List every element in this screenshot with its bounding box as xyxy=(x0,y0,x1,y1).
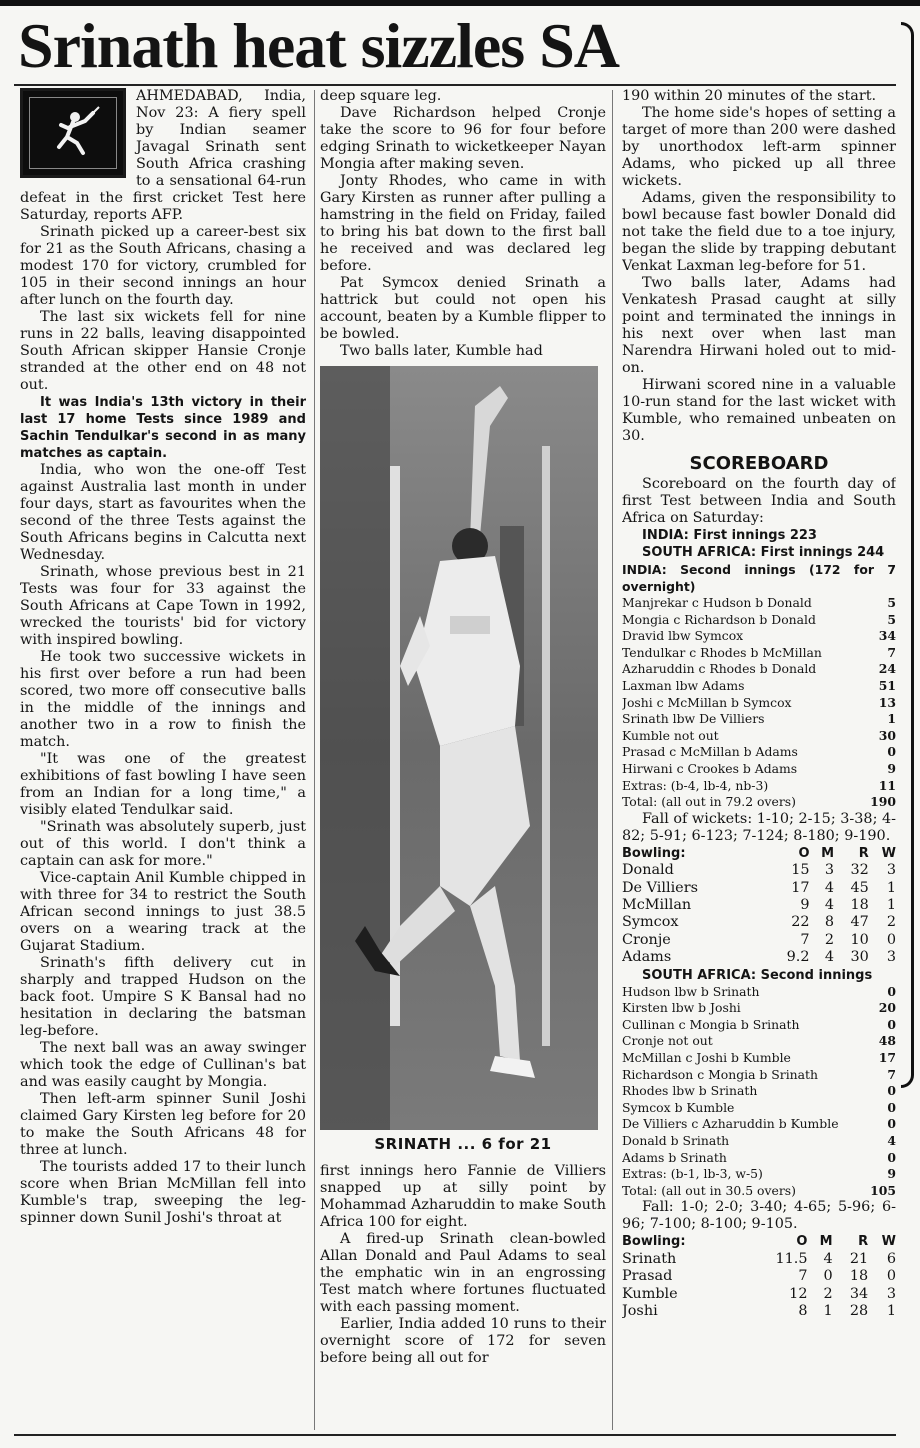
paragraph: Srinath picked up a career-best six for 21 as the South Africans, chasing a modest 170 for victory, crumbled for 105 in their second innings an hour after lunch on the fourth day. xyxy=(20,224,306,308)
table-row: Kumble 12 2 34 3 xyxy=(622,1285,896,1302)
table-header-row: Bowling: O M R W xyxy=(622,845,896,861)
table-row: Tendulkar c Rhodes b McMillan 7 xyxy=(622,644,896,660)
paragraph: The last six wickets fell for nine runs in 22 balls, leaving disappointed South African skipper Hansie Cronje stranded at the other end on 48 not out. xyxy=(20,309,306,393)
paragraph: A fired-up Srinath clean-bowled Allan Donald and Paul Adams to seal the emphatic win in an engrossing Test match where fortunes fluctuated with each passing moment. xyxy=(320,1231,606,1315)
paragraph: "It was one of the greatest exhibitions of fast bowling I have seen from an Indian for a long time," a visibly elated Tendulkar said. xyxy=(20,751,306,818)
bowler-photo-illustration xyxy=(320,366,598,1130)
paragraph: deep square leg. xyxy=(320,88,442,104)
table-row: De Villiers c Azharuddin b Kumble 0 xyxy=(622,1116,896,1132)
table-row: Cronje 7 2 10 0 xyxy=(622,931,896,948)
table-row: Adams b Srinath 0 xyxy=(622,1149,896,1165)
paragraph: India, who won the one-off Test against Australia last month in under four days, start as favourites when the second of the three Tests against the South Africans begins in Calcutta next Wednesday. xyxy=(20,462,306,563)
table-row: Joshi 8 1 28 1 xyxy=(622,1302,896,1319)
table-row: Kumble not out 30 xyxy=(622,727,896,743)
table-row: Extras: (b-1, lb-3, w-5) 9 xyxy=(622,1166,896,1182)
paragraph: The tourists added 17 to their lunch score when Brian McMillan fell into Kumble's trap, sweeping the leg-spinner down Sunil Joshi's throat at xyxy=(20,1159,306,1226)
table-row: Hirwani c Crookes b Adams 9 xyxy=(622,760,896,776)
table-row: Total: (all out in 79.2 overs) 190 xyxy=(622,794,896,810)
paragraph: "Srinath was absolutely superb, just out of this world. I don't think a captain can ask for more." xyxy=(20,819,306,869)
column-2 xyxy=(320,88,606,1428)
india-bowling-table xyxy=(622,1233,896,1320)
paragraph: Then left-arm spinner Sunil Joshi claimed Gary Kirsten leg before for 20 to make the South Africans 48 for three at lunch. xyxy=(20,1091,306,1158)
table-row: Kirsten lbw b Joshi 20 xyxy=(622,1000,896,1016)
table-row: Richardson c Mongia b Srinath 7 xyxy=(622,1066,896,1082)
table-row: Manjrekar c Hudson b Donald 5 xyxy=(622,595,896,610)
paragraph: Two balls later, Kumble had xyxy=(340,343,543,359)
paragraph: The home side's hopes of setting a target of more than 200 were dashed by unorthodox left-arm spinner Adams, who picked up all three wickets. xyxy=(622,105,896,189)
table-row: Cronje not out 48 xyxy=(622,1033,896,1049)
scoreboard-intro: Scoreboard on the fourth day of first Test between India and South Africa on Saturday: xyxy=(622,476,896,526)
bottom-rule xyxy=(14,1434,896,1436)
table-row: Total: (all out in 30.5 overs) 105 xyxy=(622,1182,896,1198)
paragraph: The next ball was an away swinger which took the edge of Cullinan's bat and was easily caught by Mongia. xyxy=(20,1040,306,1090)
table-row: Cullinan c Mongia b Srinath 0 xyxy=(622,1016,896,1032)
table-row: McMillan c Joshi b Kumble 17 xyxy=(622,1049,896,1065)
table-row: Joshi c McMillan b Symcox 13 xyxy=(622,694,896,710)
photo-caption: SRINATH ... 6 for 21 xyxy=(374,1135,552,1153)
cricket-logo xyxy=(20,88,126,178)
paragraph: Srinath, whose previous best in 21 Tests was four for 33 against the South Africans at Cape Town in 1992, wrecked the tourists' bid for victory with inspired bowling. xyxy=(20,564,306,648)
paragraph: Dave Richardson helped Cronje take the score to 96 for four before edging Srinath to wicketkeeper Nayan Mongia after making seven. xyxy=(320,105,606,172)
paragraph: Hirwani scored nine in a valuable 10-run stand for the last wicket with Kumble, who remained unbeaten on 30. xyxy=(622,377,896,444)
table-row: Symcox b Kumble 0 xyxy=(622,1099,896,1115)
headline: Srinath heat sizzles SA xyxy=(18,10,619,81)
india-first-innings: INDIA: First innings 223 xyxy=(642,528,817,543)
column-rule-1 xyxy=(314,90,315,1430)
paragraph: Jonty Rhodes, who came in with Gary Kirsten as runner after pulling a hamstring in the field on Friday, failed to bring his bat down to the first ball he received and was declared leg before. xyxy=(320,173,606,274)
column-rule-2 xyxy=(612,90,613,1430)
paragraph: 190 within 20 minutes of the start. xyxy=(622,88,877,104)
table-row: Azharuddin c Rhodes b Donald 24 xyxy=(622,661,896,677)
table-row: Laxman lbw Adams 51 xyxy=(622,677,896,693)
highlight-paragraph: It was India's 13th victory in their last 17 home Tests since 1989 and Sachin Tendulkar's second in as many matches as captain. xyxy=(20,395,306,461)
table-row: Dravid lbw Symcox 34 xyxy=(622,628,896,644)
india-batting-table xyxy=(622,595,896,811)
adjacent-article-bracket xyxy=(901,22,914,1088)
dateline: AHMEDABAD, xyxy=(136,88,243,104)
table-row: De Villiers 17 4 45 1 xyxy=(622,879,896,896)
table-row: Prasad c McMillan b Adams 0 xyxy=(622,744,896,760)
sa-first-innings: SOUTH AFRICA: First innings 244 xyxy=(642,545,885,560)
india-fall-of-wickets: Fall of wickets: 1-10; 2-15; 3-38; 4-82; 5-91; 6-123; 7-124; 8-180; 9-190. xyxy=(622,810,896,844)
table-row: Hudson lbw b Srinath 0 xyxy=(622,983,896,999)
column-1 xyxy=(20,88,306,1428)
column-3 xyxy=(622,88,896,1428)
top-edge-rule xyxy=(0,0,920,6)
table-row: Srinath 11.5 4 21 6 xyxy=(622,1250,896,1267)
sa-batting-table xyxy=(622,984,896,1200)
india-second-innings: INDIA: Second innings (172 for 7 overnight) xyxy=(622,562,896,594)
table-row: Donald b Srinath 4 xyxy=(622,1132,896,1148)
table-row: Srinath lbw De Villiers 1 xyxy=(622,711,896,727)
scoreboard-title: SCOREBOARD xyxy=(689,453,829,474)
table-row: Adams 9.2 4 30 3 xyxy=(622,949,896,966)
table-row: McMillan 9 4 18 1 xyxy=(622,896,896,913)
table-row: Rhodes lbw b Srinath 0 xyxy=(622,1083,896,1099)
sa-bowling-table xyxy=(622,845,896,967)
table-row: Donald 15 3 32 3 xyxy=(622,862,896,879)
headline-rule xyxy=(14,84,896,86)
table-row: Extras: (b-4, lb-4, nb-3) 11 xyxy=(622,777,896,793)
paragraph: Srinath's fifth delivery cut in sharply and trapped Hudson on the back foot. Umpire S K Bansal had no hesitation in declaring the batsman leg-before. xyxy=(20,955,306,1039)
paragraph: Vice-captain Anil Kumble chipped in with three for 34 to restrict the South African second innings to just 38.5 overs on a wearing track at the Gujarat Stadium. xyxy=(20,870,306,954)
paragraph: Pat Symcox denied Srinath a hattrick but could not open his account, beaten by a Kumble flipper to be bowled. xyxy=(320,275,606,342)
paragraph: Adams, given the responsibility to bowl because fast bowler Donald did not take the field due to a toe injury, began the slide by trapping debutant Venkat Laxman leg-before for 51. xyxy=(622,190,896,274)
table-row: Prasad 7 0 18 0 xyxy=(622,1268,896,1285)
srinath-photo xyxy=(320,366,598,1130)
table-row: Symcox 22 8 47 2 xyxy=(622,914,896,931)
bowler-icon xyxy=(23,91,123,175)
sa-fall-of-wickets: Fall: 1-0; 2-0; 3-40; 4-65; 5-96; 6-96; 7-100; 8-100; 9-105. xyxy=(622,1199,896,1233)
paragraph: Earlier, India added 10 runs to their overnight score of 172 for seven before being all out for xyxy=(320,1316,606,1366)
sa-second-innings: SOUTH AFRICA: Second innings xyxy=(642,967,873,983)
lead-paragraph: India, Nov 23: A fiery spell by Indian seamer Javagal Srinath sent South Africa crashing to a sensational 64-run defeat in the first cricket Test here Saturday, reports AFP. xyxy=(20,88,306,223)
paragraph: He took two successive wickets in his first over before a run had been scored, two more off consecutive balls in the middle of the innings and another two in a row to finish the match. xyxy=(20,649,306,750)
paragraph: Two balls later, Adams had Venkatesh Prasad caught at silly point and terminated the innings in his next over when last man Narendra Hirwani holed out to mid-on. xyxy=(622,275,896,376)
paragraph: first innings hero Fannie de Villiers snapped up at silly point by Mohammad Azharuddin to make South Africa 100 for eight. xyxy=(320,1163,606,1230)
table-header-row: Bowling: O M R W xyxy=(622,1234,896,1250)
table-row: Mongia c Richardson b Donald 5 xyxy=(622,611,896,627)
